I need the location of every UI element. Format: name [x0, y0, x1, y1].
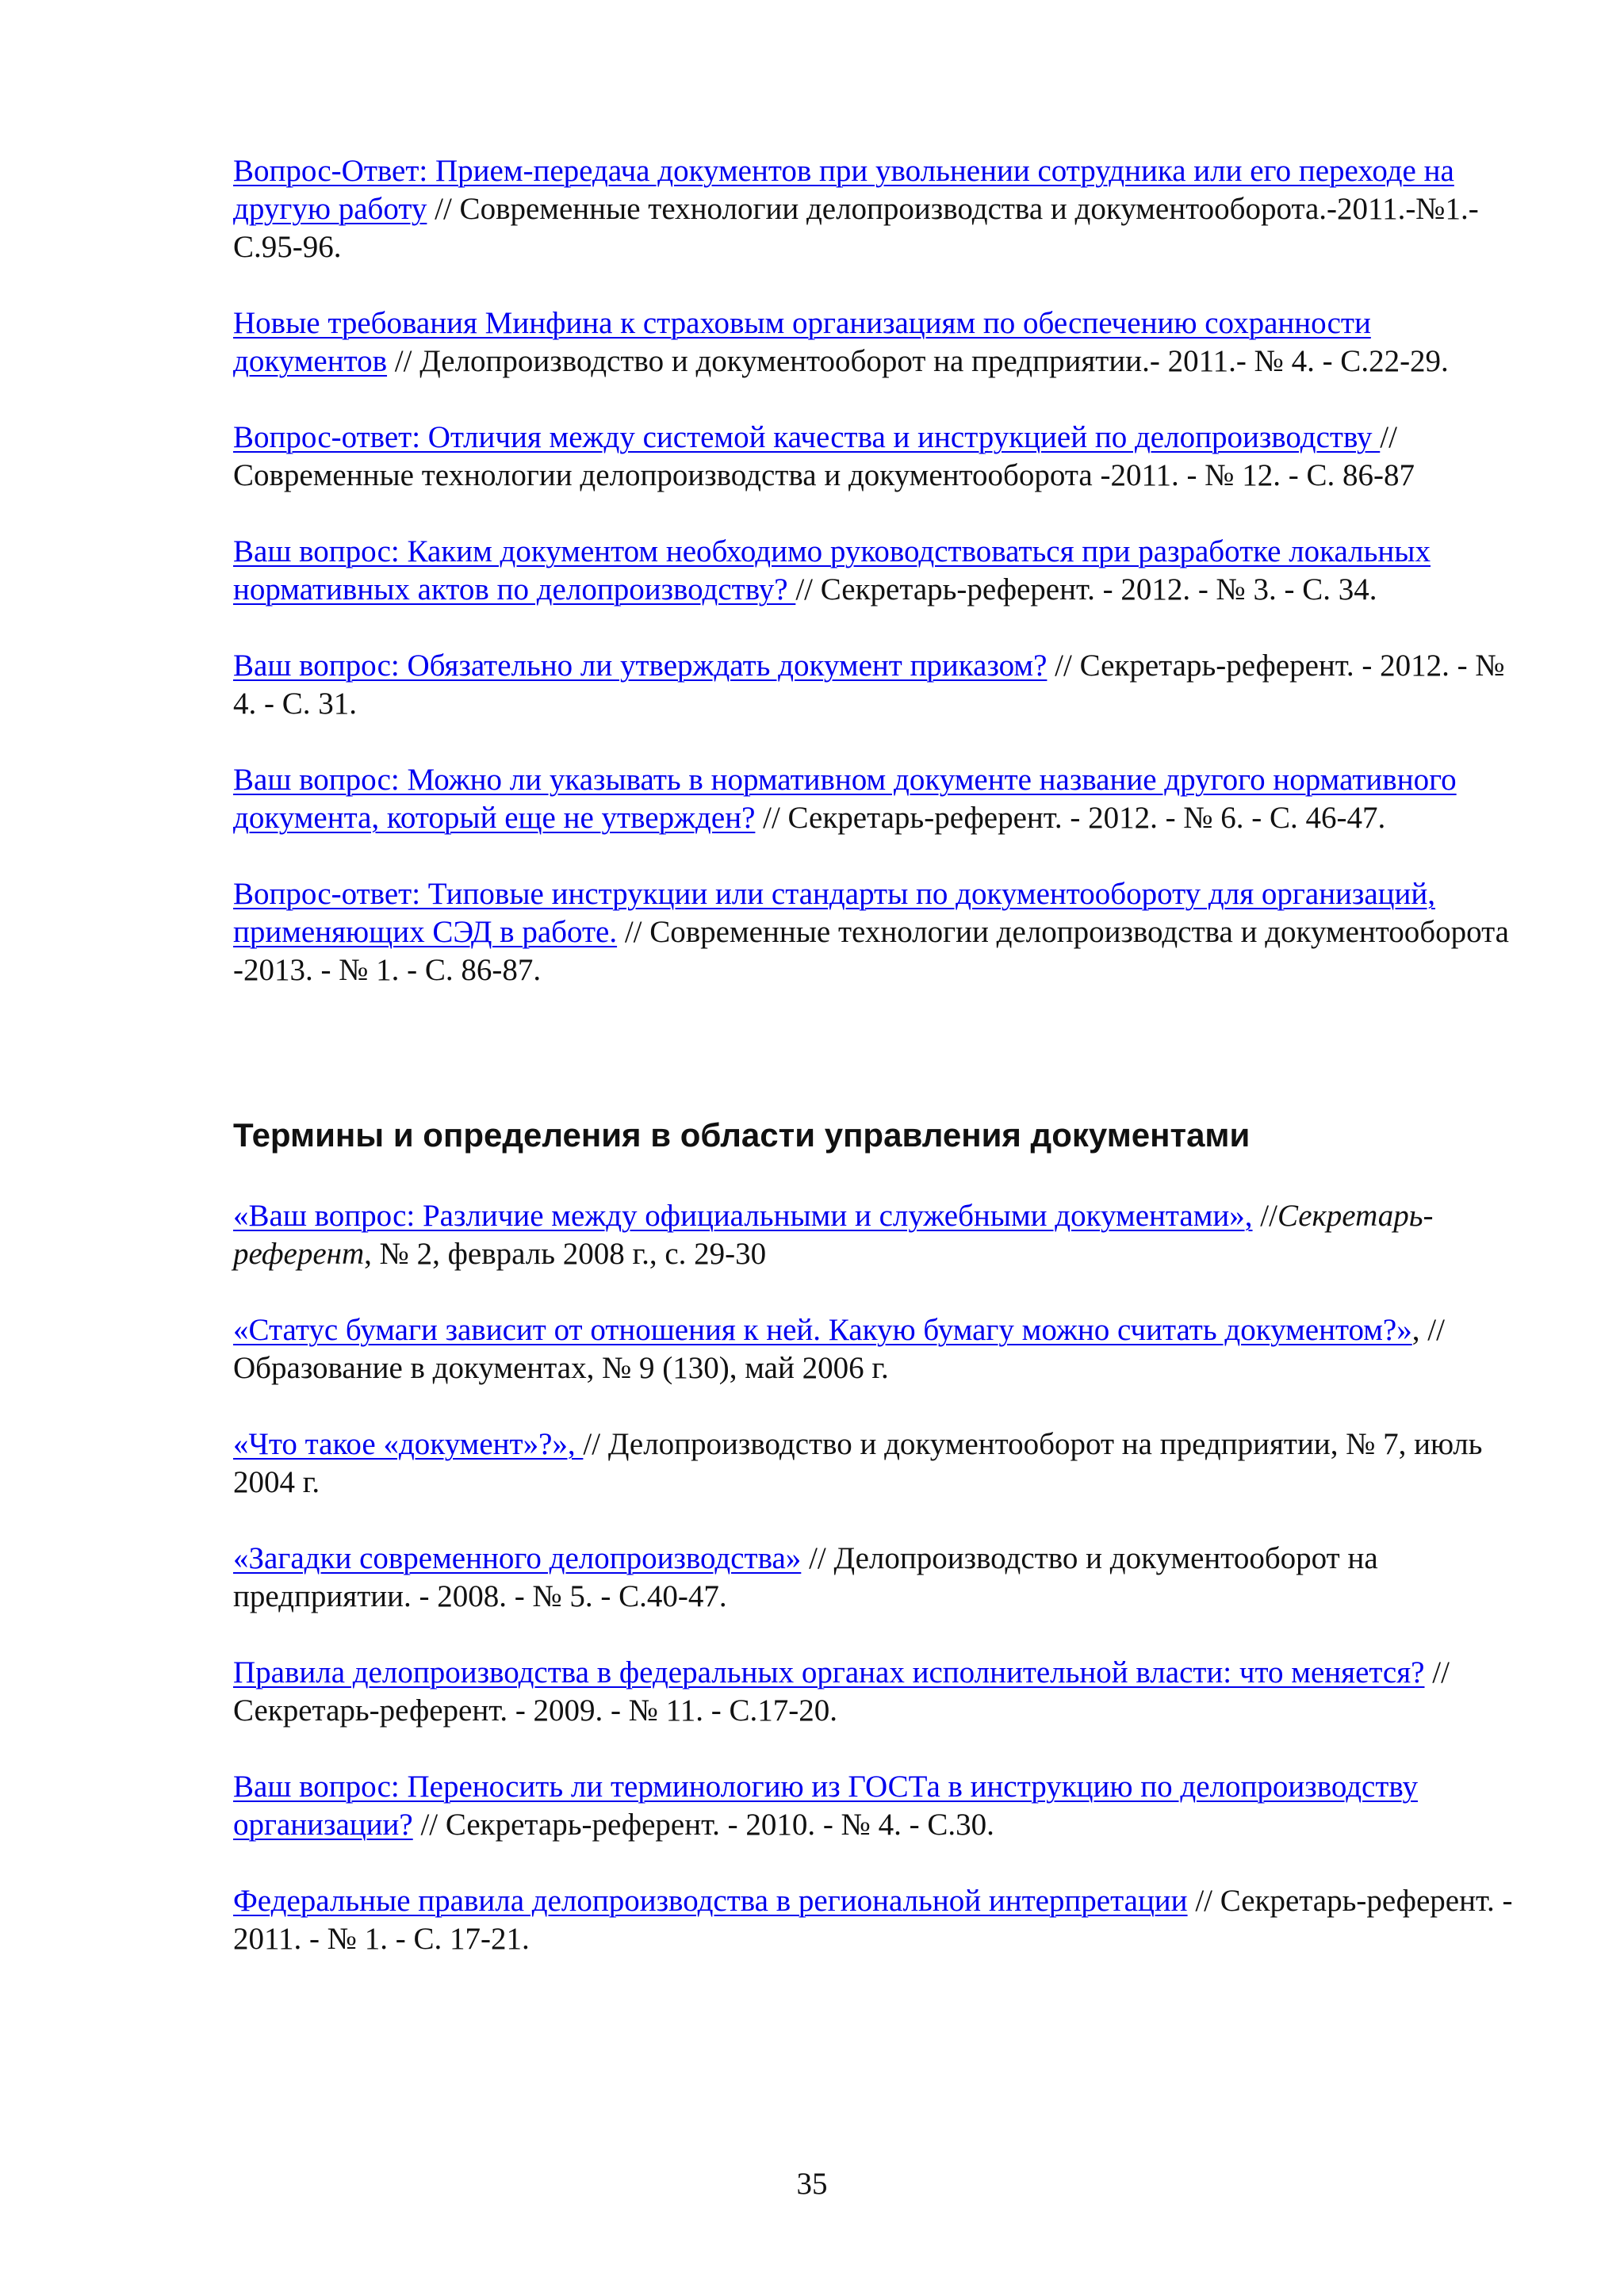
entry-link[interactable]: Правила делопроизводства в федеральных органах исполнительной власти: что меняется? [233, 1655, 1425, 1689]
entry-citation: // Делопроизводство и документооборот на предприятии. - 2008. - № 5. - С.40-47. [233, 1541, 1378, 1613]
bibliography-entry [233, 647, 1519, 723]
entry-citation: // Секретарь-референт. - 2009. - № 11. - С.17-20. [233, 1655, 1450, 1728]
entry-link[interactable]: Ваш вопрос: Каким документом необходимо руководствоваться при разработке локальных нормативных актов по делопроизводству? [233, 534, 1431, 607]
bibliography-entry [233, 761, 1519, 837]
entry-citation: // Делопроизводство и документооборот на предприятии.- 2011.- № 4. - С.22-29. [387, 344, 1449, 378]
bibliography-section-2 [233, 1197, 1519, 1958]
section-spacer [233, 1027, 1519, 1115]
entry-citation: // Секретарь-референт. - 2012. - № 3. - С. 34. [795, 572, 1377, 607]
entry-journal-italic: Секретарь-референт [233, 1199, 1434, 1271]
bibliography-entry [233, 304, 1519, 381]
entry-citation: // Секретарь-референт. - 2012. - № 6. - С. 46-47. [755, 801, 1386, 835]
entry-link[interactable]: Вопрос-Ответ: Прием-передача документов при увольнении сотрудника или его переходе на другую работу [233, 154, 1454, 226]
entry-citation: , // Образование в документах, № 9 (130), май 2006 г. [233, 1313, 1445, 1385]
entry-citation: // Секретарь-референт. - 2011. - № 1. - С. 17-21. [233, 1884, 1513, 1956]
entry-citation: // Современные технологии делопроизводства и документооборота -2011. - № 12. - С. 86-87 [233, 420, 1415, 492]
entry-link[interactable]: Ваш вопрос: Обязательно ли утверждать документ приказом? [233, 649, 1048, 683]
entry-citation-prefix: // [1252, 1199, 1277, 1233]
bibliography-entry [233, 1197, 1519, 1273]
entry-citation: // Делопроизводство и документооборот на предприятии, № 7, июль 2004 г. [233, 1427, 1483, 1499]
entry-citation: // Секретарь-референт. - 2012. - № 4. - С. 31. [233, 649, 1505, 721]
bibliography-entry [233, 1654, 1519, 1730]
bibliography-entry [233, 1540, 1519, 1616]
entry-link[interactable]: Вопрос-ответ: Отличия между системой качества и инструкцией по делопроизводству [233, 420, 1381, 454]
bibliography-entry [233, 419, 1519, 495]
bibliography-entry [233, 875, 1519, 989]
entry-link[interactable]: «Ваш вопрос: Различие между официальными и служебными документами», [233, 1199, 1253, 1233]
bibliography-entry [233, 1882, 1519, 1958]
entry-citation: // Современные технологии делопроизводства и документооборота -2013. - № 1. - С. 86-87. [233, 915, 1509, 987]
bibliography-section-1 [233, 152, 1519, 989]
entry-link[interactable]: Федеральные правила делопроизводства в региональной интерпретации [233, 1884, 1188, 1918]
entry-citation: , № 2, февраль 2008 г., с. 29-30 [364, 1237, 767, 1271]
page-number: 35 [796, 2167, 828, 2201]
entry-citation: // Секретарь-референт. - 2010. - № 4. - С.30. [412, 1808, 994, 1842]
bibliography-entry [233, 1425, 1519, 1502]
entry-link[interactable]: «Загадки современного делопроизводства» [233, 1541, 802, 1575]
entry-link[interactable]: «Что такое «документ»?», [233, 1427, 584, 1461]
bibliography-entry [233, 533, 1519, 609]
bibliography-entry [233, 152, 1519, 266]
entry-link[interactable]: Новые требования Минфина к страховым организациям по обеспечению сохранности документов [233, 306, 1371, 378]
entry-citation: // Современные технологии делопроизводства и документооборота.-2011.-№1.- С.95-96. [233, 192, 1479, 264]
section-heading: Термины и определения в области управления документами [233, 1116, 1251, 1154]
entry-link[interactable]: Вопрос-ответ: Типовые инструкции или стандарты по документообороту для организаций, применяющих СЭД в работе. [233, 877, 1436, 949]
entry-link[interactable]: Ваш вопрос: Переносить ли терминологию из ГОСТа в инструкцию по делопроизводству организации? [233, 1770, 1418, 1842]
bibliography-entry [233, 1768, 1519, 1844]
entry-link[interactable]: Ваш вопрос: Можно ли указывать в нормативном документе название другого нормативного документа, который еще не утвержден? [233, 763, 1457, 835]
page-content [233, 152, 1519, 1996]
entry-link[interactable]: «Статус бумаги зависит от отношения к ней. Какую бумагу можно считать документом?» [233, 1313, 1412, 1347]
bibliography-entry [233, 1311, 1519, 1387]
